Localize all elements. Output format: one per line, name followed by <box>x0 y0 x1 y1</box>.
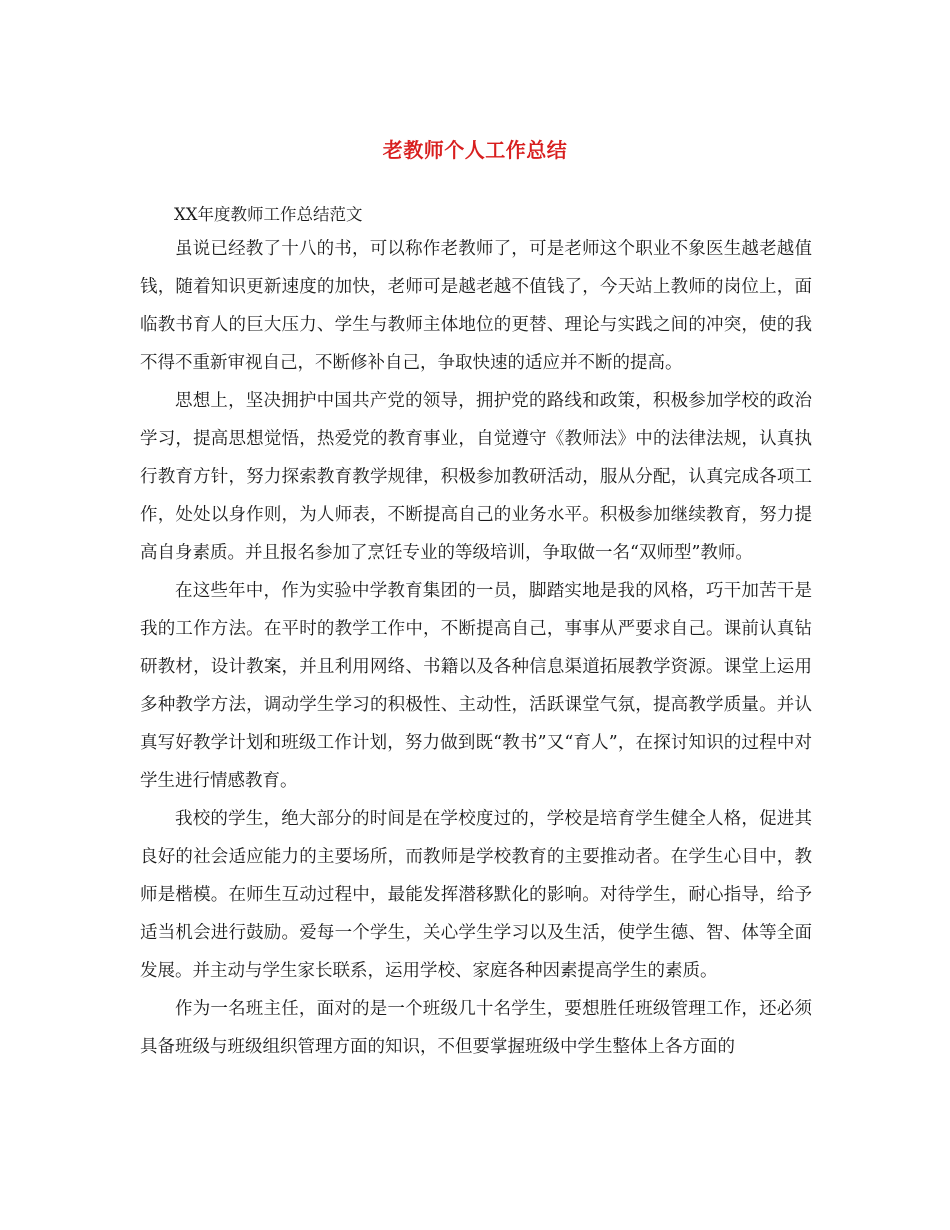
document-body <box>140 199 812 1066</box>
paragraph: 作为一名班主任，面对的是一个班级几十名学生，要想胜任班级管理工作，还必须具备班级与班级组织管理方面的知识，不但要掌握班级中学生整体上各方面的 <box>140 999 812 1057</box>
paragraph: 虽说已经教了十八的书，可以称作老教师了，可是老师这个职业不象医生越老越值钱，随着知识更新速度的加快，老师可是越老越不值钱了，今天站上教师的岗位上，面临教书育人的巨大压力、学生与教师主体地位的更替、理论与实践之间的冲突，使的我不得不重新审视自己，不断修补自己，争取快速的适应并不断的提高。 <box>140 239 812 373</box>
document-title: 老教师个人工作总结 <box>382 138 568 162</box>
paragraph: 在这些年中，作为实验中学教育集团的一员，脚踏实地是我的风格，巧干加苦干是我的工作方法。在平时的教学工作中，不断提高自己，事事从严要求自己。课前认真钻研教材，设计教案，并且利用网络、书籍以及各种信息渠道拓展教学资源。课堂上运用多种教学方法，调动学生学习的积极性、主动性，活跃课堂气氛，提高教学质量。并认真写好教学计划和班级工作计划，努力做到既“教书”又“育人”，在探讨知识的过程中对学生进行情感教育。 <box>140 581 812 791</box>
document-subtitle: XX年度教师工作总结范文 <box>174 205 363 224</box>
paragraph: 我校的学生，绝大部分的时间是在学校度过的，学校是培育学生健全人格，促进其良好的社会适应能力的主要场所，而教师是学校教育的主要推动者。在学生心目中，教师是楷模。在师生互动过程中，最能发挥潜移默化的影响。对待学生，耐心指导，给予适当机会进行鼓励。爱每一个学生，关心学生学习以及生活，使学生德、智、体等全面发展。并主动与学生家长联系，运用学校、家庭各种因素提高学生的素质。 <box>140 809 812 981</box>
paragraph: 思想上，坚决拥护中国共产党的领导，拥护党的路线和政策，积极参加学校的政治学习，提高思想觉悟，热爱党的教育事业，自觉遵守《教师法》中的法律法规，认真执行教育方针，努力探索教育教学规律，积极参加教研活动，服从分配，认真完成各项工作，处处以身作则，为人师表，不断提高自己的业务水平。积极参加继续教育，努力提高自身素质。并且报名参加了烹饪专业的等级培训，争取做一名“双师型”教师。 <box>140 391 812 563</box>
